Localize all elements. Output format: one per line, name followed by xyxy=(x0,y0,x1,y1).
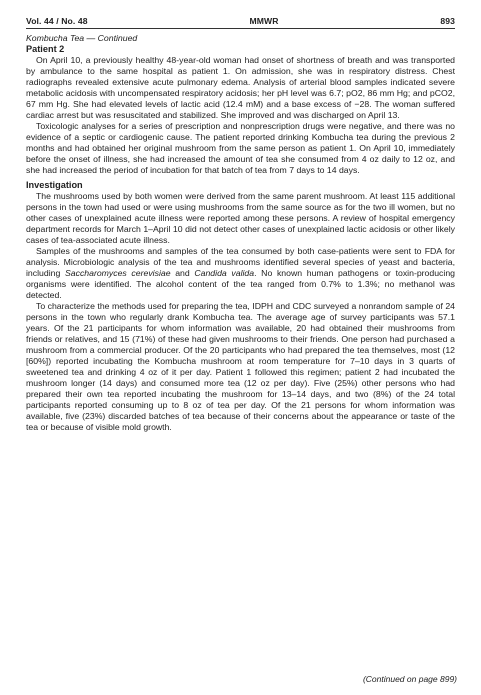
running-head xyxy=(26,16,455,26)
paragraph-text: Samples of the mushrooms and samples of the tea consumed by both case-patients were sent to FDA for analysis. Microbiologic analysis of the tea and mushrooms identified several species of yeast and bacteria, including xyxy=(26,246,455,278)
species-name: Candida valida xyxy=(194,268,255,278)
journal-name: MMWR xyxy=(249,16,279,26)
paragraph: Toxicologic analyses for a series of prescription and nonprescription drugs were negative, and there was no evidence of a septic or cardiogenic cause. The patient reported drinking Kombucha tea during the previous 2 months and had obtained her original mushroom from the same person as patient 1. On April 10, immediately before the onset of illness, she had increased the amount of tea she consumed from 4 oz daily to 12 oz, and she had increased the period of incubation for that batch of tea from 7 days to 14 days. xyxy=(26,121,455,175)
continued-label: Kombucha Tea — Continued xyxy=(26,33,138,43)
header-rule xyxy=(26,28,455,29)
section-heading: Investigation xyxy=(26,180,83,190)
page-number: 893 xyxy=(440,16,455,26)
species-name: Saccharomyces cerevisiae xyxy=(64,268,171,278)
paragraph: The mushrooms used by both women were derived from the same parent mushroom. At least 115 additional persons in the town had used or were using mushrooms from the same source as for the two ill women, but no other cases of unexplained acute illness were reported among these persons. A review of hospital emergency department records for March 1–April 10 did not detect other cases of unexplained lactic acidosis or other likely cases of tea-associated acute illness. xyxy=(26,191,455,245)
continuation-note: (Continued on page 899) xyxy=(362,674,457,684)
paragraph: On April 10, a previously healthy 48-year-old woman had onset of shortness of breath and was transported by ambulance to the same hospital as patient 1. On admission, she was in respiratory distress. Chest radiographs revealed extensive acute pulmonary edema. Analysis of arterial blood samples indicated severe metabolic acidosis with uncompensated respiratory acidosis; her pH level was 6.7; pO2, 86 mm Hg; and pCO2, 67 mm Hg. She had elevated levels of lactic acid (12.4 mM) and a base excess of −28. The woman suffered cardiac arrest but was resuscitated and stabilized. She improved and was discharged on April 13. xyxy=(26,55,455,120)
paragraph xyxy=(26,246,455,301)
section-patient-2 xyxy=(26,44,455,176)
paragraph-text: . No known human pathogens or toxin-producing organisms were identified. The alcohol content of the tea ranged from 0.7% to 1.3%; no methanol was detected. xyxy=(26,268,455,300)
section-investigation xyxy=(26,180,455,433)
paragraph: To characterize the methods used for preparing the tea, IDPH and CDC surveyed a nonrandom sample of 24 persons in the town who regularly drank Kombucha tea. The average age of survey participants was 57.1 years. Of the 21 participants for whom information was available, 20 had obtained their mushrooms from friends or relatives, and 15 (71%) of these had given mushrooms to their friends. One person had purchased a mushroom from a commercial producer. Of the 20 participants who had prepared the tea themselves, most (12 [60%]) reported incubating the Kombucha mushroom at room temperature for 7–10 days in 3 quarts of sweetened tea and drinking 4 oz of it per day. Patient 1 followed this regimen; patient 2 had incubated the mushroom longer (14 days) and consumed more tea (12 oz per day). Five (25%) other persons who had prepared their own tea reported incubating the mushroom for 13–14 days, and two (8%) of the 24 total participants reported consuming up to 8 oz of tea per day. Of the 21 persons for whom information was available, five (23%) discarded batches of tea because of their concerns about the appearance or taste of the tea or because of visible mold growth. xyxy=(26,301,455,432)
volume-issue: Vol. 44 / No. 48 xyxy=(26,16,88,26)
paragraph-text: and xyxy=(170,268,195,278)
section-heading: Patient 2 xyxy=(26,44,65,54)
